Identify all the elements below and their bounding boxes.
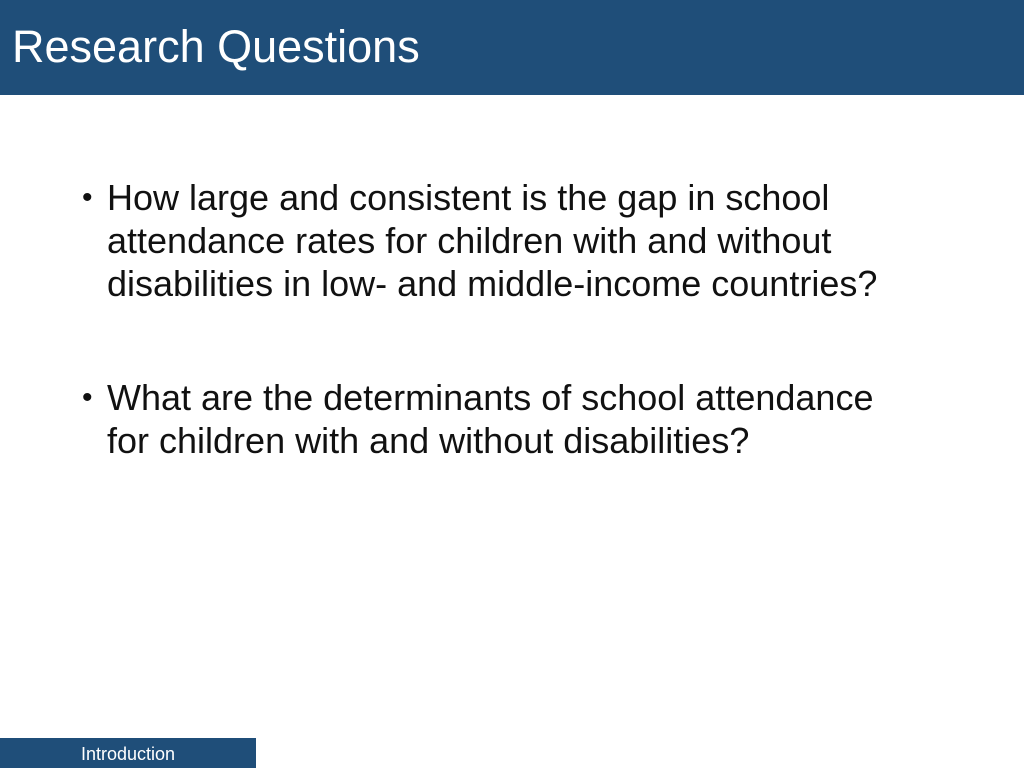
- footer-section-label: Introduction: [80, 744, 176, 764]
- bullet-marker-icon: •: [82, 181, 93, 214]
- bullet-text: What are the determinants of school attendance for children with and without disabilities?: [107, 377, 874, 461]
- bullet-list: [82, 176, 942, 462]
- bullet-item: [82, 176, 942, 305]
- bullet-text: How large and consistent is the gap in school attendance rates for children with and without disabilities in low- and middle-income countries?: [107, 177, 878, 304]
- slide-title: Research Questions: [12, 21, 420, 72]
- footer-section-tab: [0, 738, 256, 768]
- bullet-marker-icon: •: [82, 381, 93, 414]
- title-bar: [0, 0, 1024, 95]
- bullet-item: [82, 376, 942, 462]
